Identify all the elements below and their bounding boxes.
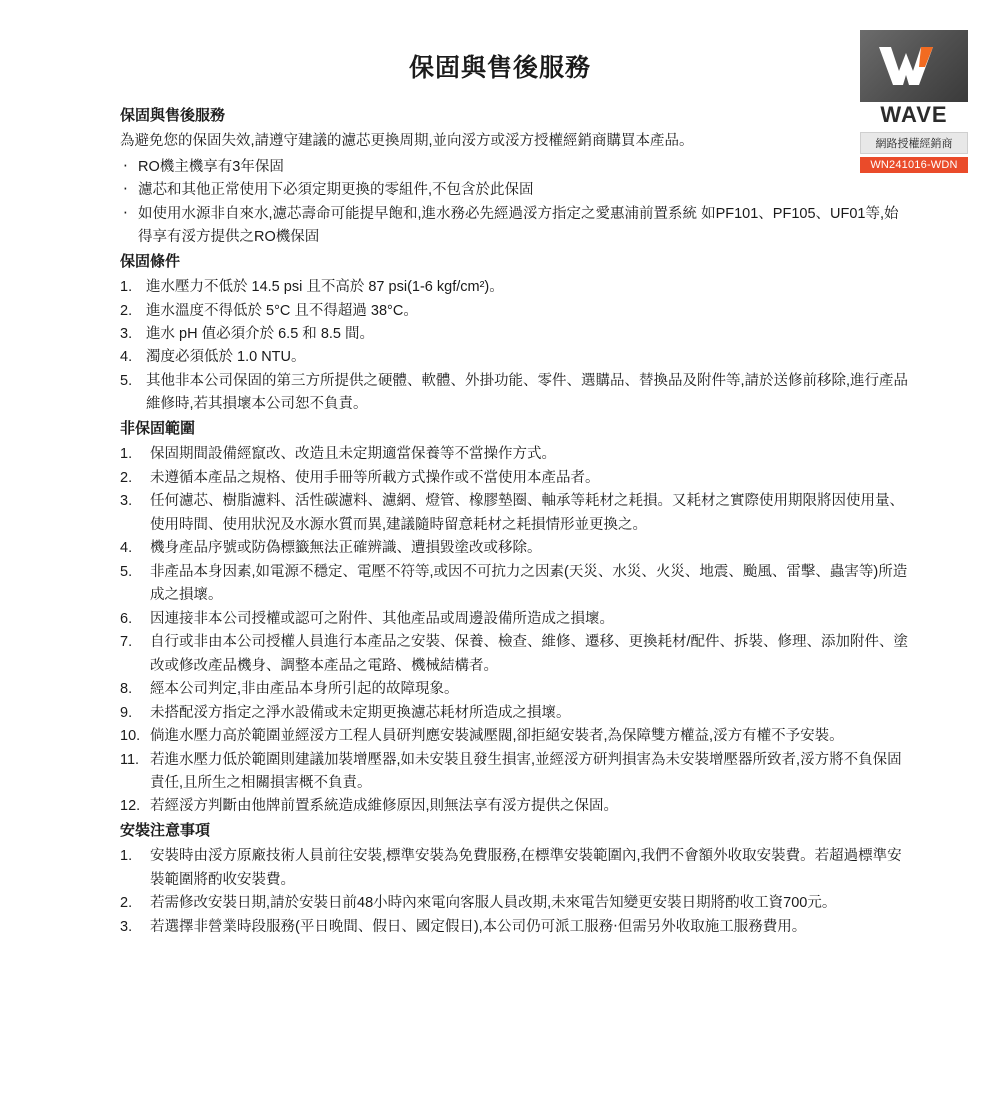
list-item — [120, 702, 910, 725]
list-item-number: 2. — [120, 895, 133, 912]
list-item-number: 4. — [120, 349, 133, 366]
list-item-text: 非產品本身因素,如電源不穩定、電壓不符等,或因不可抗力之因素(天災、水災、火災、地震、颱風、雷擊、蟲害等)所造成之損壞。 — [150, 563, 908, 604]
list-item-number: 7. — [120, 634, 133, 651]
list-item-number: 5. — [120, 563, 133, 580]
list-item-text: 因連接非本公司授權或認可之附件、其他產品或周邊設備所造成之損壞。 — [150, 610, 614, 627]
list-item — [120, 370, 910, 417]
list-item — [120, 346, 910, 369]
list-item — [120, 537, 910, 560]
list-item-text: 濁度必須低於 1.0 NTU。 — [146, 349, 306, 366]
list-item-text: 未搭配浽方指定之淨水設備或未定期更換濾芯耗材所造成之損壞。 — [150, 704, 571, 721]
list-item-text: 安裝時由浽方原廠技術人員前往安裝,標準安裝為免費服務,在標準安裝範圍內,我們不會額外收取安裝費。若超過標準安裝範圍將酌收安裝費。 — [150, 848, 902, 888]
list-item-text: 若需修改安裝日期,請於安裝日前48小時內來電向客服人員改期,未來電告知變更安裝日期將酌收工資700元。 — [150, 895, 837, 912]
page-title: 保固與售後服務 — [408, 54, 591, 82]
list-item-number: 6. — [120, 610, 133, 627]
list-item-number: 4. — [120, 540, 133, 557]
section-heading-warranty-service: 保固與售後服務 — [120, 107, 226, 124]
list-item-text: 倘進水壓力高於範圍並經浽方工程人員研判應安裝減壓閥,卻拒絕安裝者,為保障雙方權益,浽方有權不予安裝。 — [150, 728, 844, 745]
list-item-text: 任何濾芯、樹脂濾料、活性碳濾料、濾網、燈管、橡膠墊圈、軸承等耗材之耗損。又耗材之實際使用期限將因使用量、使用時間、使用狀況及水源水質而異,建議隨時留意耗材之耗損情形並更換之。 — [150, 493, 904, 533]
list-item-number: 10. — [120, 728, 141, 745]
list-item-text: 其他非本公司保固的第三方所提供之硬體、軟體、外掛功能、零件、選購品、替換品及附件等,請於送修前移除,進行產品維修時,若其損壞本公司恕不負責。 — [146, 372, 909, 413]
brand-wordmark: WAVE — [880, 102, 948, 127]
list-item-number: 3. — [120, 918, 133, 935]
list-item — [120, 467, 910, 490]
warranty-service-bullet-list — [120, 156, 910, 250]
warranty-conditions-list — [120, 276, 910, 417]
list-item — [120, 892, 910, 915]
section-heading-warranty-exclusions: 非保固範圍 — [120, 419, 196, 437]
list-item — [120, 323, 910, 346]
warranty-exclusions-list — [120, 443, 910, 819]
list-item — [120, 300, 910, 323]
list-item — [120, 749, 910, 796]
authorized-dealer-badge: 網路授權經銷商 — [860, 132, 968, 154]
list-item — [120, 276, 910, 299]
list-item-number: 3. — [120, 325, 133, 342]
section-heading-installation-notes: 安裝注意事項 — [120, 821, 211, 839]
list-item-number: 3. — [120, 493, 133, 510]
list-item-text: 如使用水源非自來水,濾芯壽命可能提早飽和,進水務必先經過浽方指定之愛惠浦前置系統 如PF101、PF105、UF01等,始得享有浽方提供之RO機保固 — [138, 205, 899, 246]
list-item-text: 進水溫度不得低於 5°C 且不得超過 38°C。 — [146, 302, 418, 319]
list-item — [120, 916, 910, 939]
list-item-number: 11. — [120, 751, 140, 768]
list-item-text: 進水壓力不低於 14.5 psi 且不高於 87 psi(1-6 kgf/cm²)。 — [146, 279, 504, 296]
list-item — [120, 203, 910, 250]
dealer-code-badge: WN241016-WDN — [860, 157, 968, 173]
list-item — [120, 631, 910, 678]
list-item-text: 自行或非由本公司授權人員進行本產品之安裝、保養、檢查、維修、遷移、更換耗材/配件、拆裝、修理、添加附件、塗改或修改產品機身、調整本產品之電路、機械結構者。 — [150, 634, 909, 674]
list-item-text: 機身產品序號或防偽標籤無法正確辨識、遭損毀塗改或移除。 — [150, 540, 542, 557]
list-item-number: 2. — [120, 302, 133, 319]
list-item-text: 保固期間設備經竄改、改造且未定期適當保養等不當操作方式。 — [150, 446, 556, 463]
list-item-number: 5. — [120, 372, 133, 389]
document-body — [120, 104, 910, 939]
list-item-number: 2. — [120, 469, 133, 486]
installation-notes-list — [120, 845, 910, 939]
list-item-number: 1. — [120, 446, 133, 463]
list-item-text: 若選擇非營業時段服務(平日晚間、假日、國定假日),本公司仍可派工服務‧但需另外收取施工服務費用。 — [150, 918, 807, 935]
list-item — [120, 156, 910, 179]
list-item — [120, 179, 910, 202]
list-item — [120, 795, 910, 818]
list-item-text: 進水 pH 值必須介於 6.5 和 8.5 間。 — [146, 325, 375, 342]
list-item — [120, 725, 910, 748]
list-item-number: 1. — [120, 279, 133, 296]
list-item — [120, 561, 910, 608]
wave-logo-icon — [860, 30, 968, 102]
list-item-text: RO機主機享有3年保固 — [138, 158, 284, 175]
list-item — [120, 678, 910, 701]
list-item-text: 若進水壓力低於範圍則建議加裝增壓器,如未安裝且發生損害,並經浽方研判損害為未安裝增壓器所致者,浽方將不負保固責任,且所生之相關損害概不負責。 — [150, 751, 902, 791]
list-item-number: 1. — [120, 848, 133, 865]
list-item — [120, 490, 910, 537]
list-item — [120, 608, 910, 631]
section-heading-warranty-conditions: 保固條件 — [120, 252, 181, 270]
list-item-number: 8. — [120, 681, 133, 698]
list-item-text: 濾芯和其他正常使用下必須定期更換的零組件,不包含於此保固 — [138, 182, 534, 199]
list-item-number: 9. — [120, 704, 133, 721]
list-item — [120, 845, 910, 892]
list-item-text: 經本公司判定,非由產品本身所引起的故障現象。 — [150, 681, 459, 698]
list-item-text: 若經浽方判斷由他牌前置系統造成維修原因,則無法享有浽方提供之保固。 — [150, 798, 619, 815]
list-item-text: 未遵循本產品之規格、使用手冊等所載方式操作或不當使用本產品者。 — [150, 469, 600, 486]
list-item — [120, 443, 910, 466]
list-item-number: 12. — [120, 798, 141, 815]
warranty-intro-text: 為避免您的保固失效,請遵守建議的濾芯更換周期,並向浽方或浽方授權經銷商購買本產品。 — [120, 133, 694, 150]
